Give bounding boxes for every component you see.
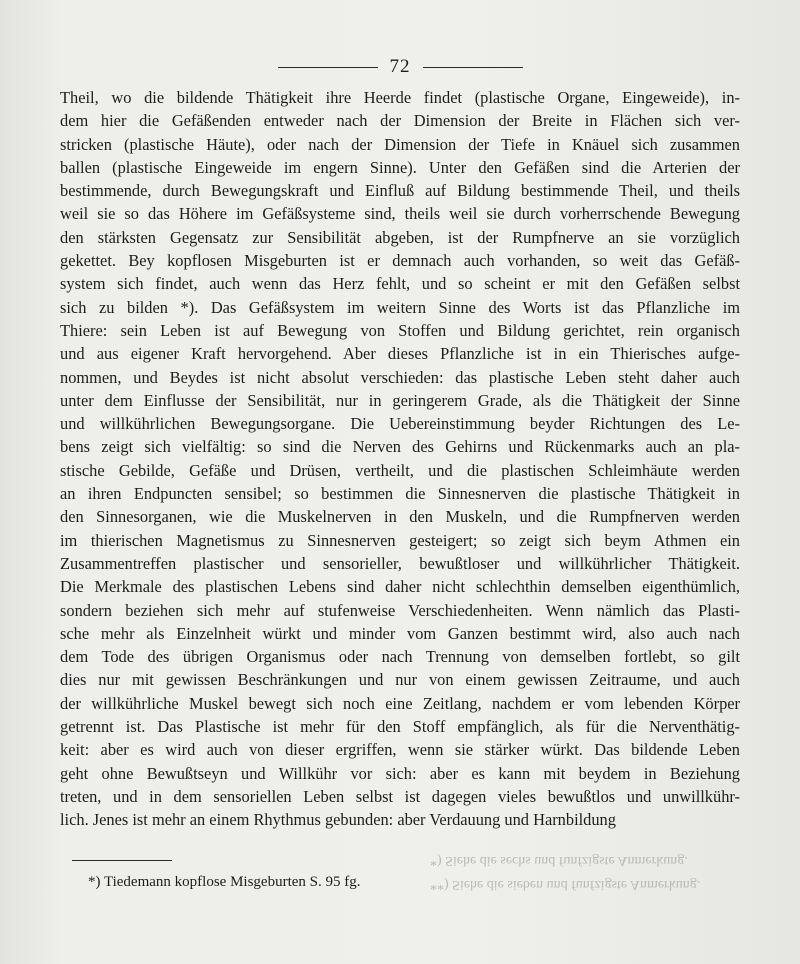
body-text — [60, 86, 740, 832]
header-rule-right — [423, 67, 523, 68]
footnote: *) Tiedemann kopflose Misgeburten S. 95 fg. — [88, 874, 361, 890]
text-line: treten, und in dem sensoriellen Leben selbst ist dagegen vieles bewußtlos und unwillkühr- — [60, 786, 740, 806]
text-line: dem hier die Gefäßenden entweder nach der Dimension der Breite in Flächen sich ver- — [60, 111, 740, 131]
text-line: system sich findet, auch wenn das Herz fehlt, und so scheint er mit den Gefäßen selbst — [60, 274, 740, 294]
text-line: getrennt ist. Das Plastische ist mehr für den Stoff empfänglich, als für die Nerventhätig- — [60, 717, 740, 737]
text-line: der willkührliche Muskel bewegt sich noch eine Zeitlang, nachdem er vom lebenden Körper — [60, 693, 740, 713]
text-line: dem Tode des übrigen Organismus oder nach Trennung von demselben fortlebt, so gilt — [60, 647, 740, 667]
text-line: an ihren Endpuncten sensibel; so bestimmen die Sinnesnerven die plastische Thätigkeit in — [60, 484, 740, 504]
text-line: dies nur mit gewissen Beschränkungen und nur von einem gewissen Zeitraume, und auch — [60, 670, 740, 690]
text-line: sich zu bilden *). Das Gefäßsystem im weitern Sinne des Worts ist das Pflanzliche im — [60, 297, 740, 317]
show-through-line: *) Siehe die sechs und funfzigste Anmerkung. — [430, 853, 688, 868]
text-line: keit: aber es wird auch von dieser ergriffen, wenn sie stärker würkt. Das bildende Leben — [60, 740, 740, 760]
text-line: und willkührlichen Bewegungsorgane. Die Uebereinstimmung beyder Richtungen des Le- — [60, 414, 740, 434]
page-number: 72 — [389, 56, 411, 77]
text-line: nommen, und Beydes ist nicht absolut verschieden: das plastische Leben steht daher auch — [60, 367, 740, 387]
page-header — [0, 56, 800, 78]
text-line: den Sinnesorganen, wie die Muskelnerven in den Muskeln, und die Rumpfnerven werden — [60, 507, 740, 527]
text-line: lich. Jenes ist mehr an einem Rhythmus gebunden: aber Verdauung und Harnbildung — [60, 810, 616, 830]
text-line: den stärksten Gegensatz zur Sensibilität abgeben, ist der Rumpfnerve an sie vorzüglich — [60, 227, 740, 247]
text-line: bestimmende, durch Bewegungskraft und Einfluß auf Bildung bestimmende Theil, und theils — [60, 181, 740, 201]
text-line: stricken (plastische Häute), oder nach der Dimension der Tiefe in Knäuel sich zusammen — [60, 134, 740, 154]
text-line: Die Merkmale des plastischen Lebens sind daher nicht schlechthin demselben eigenthümlich, — [60, 577, 740, 597]
text-line: Zusammentreffen plastischer und sensorieller, bewußtloser und willkührlicher Thätigkeit. — [60, 553, 740, 573]
text-line: sondern beziehen sich mehr auf stufenweise Verschiedenheiten. Wenn nämlich das Plasti- — [60, 600, 740, 620]
footnote-rule — [72, 860, 172, 861]
text-line: ballen (plastische Eingeweide im engern Sinne). Unter den Gefäßen sind die Arterien der — [60, 157, 740, 177]
text-line: bens zeigt sich vielfältig: so sind die Nerven des Gehirns und Rückenmarks auch an pla- — [60, 437, 740, 457]
text-line: gekettet. Bey kopflosen Misgeburten ist er demnach auch vorhanden, so weit das Gefäß- — [60, 251, 740, 271]
header-rule-left — [278, 67, 378, 68]
text-line: sche mehr als Einzelnheit würkt und minder vom Ganzen bestimmt wird, also auch nach — [60, 623, 740, 643]
text-line: stische Gebilde, Gefäße und Drüsen, vertheilt, und die plastischen Schleimhäute werden — [60, 460, 740, 480]
show-through-line: **) Siehe die sieben und funfzigste Anmerkung. — [430, 877, 701, 892]
text-line: Theil, wo die bildende Thätigkeit ihre Heerde findet (plastische Organe, Eingeweide), in- — [60, 88, 740, 107]
text-line: im thierischen Magnetismus zu Sinnesnerven gesteigert; so zeigt sich beym Athmen ein — [60, 530, 740, 550]
text-line: geht ohne Bewußtseyn und Willkühr vor sich: aber es kann mit beydem in Beziehung — [60, 763, 740, 783]
text-line: Thiere: sein Leben ist auf Bewegung von Stoffen und Bildung gerichtet, rein organisch — [60, 320, 740, 340]
text-line: weil sie so das Höhere im Gefäßsysteme sind, theils weil sie durch vorherrschende Bewegung — [60, 204, 740, 224]
text-line: unter dem Einflusse der Sensibilität, nur in geringerem Grade, als die Thätigkeit der Sinne — [60, 390, 740, 410]
text-line: und aus eigener Kraft hervorgehend. Aber dieses Pflanzliche ist in ein Thierisches aufge- — [60, 344, 740, 364]
